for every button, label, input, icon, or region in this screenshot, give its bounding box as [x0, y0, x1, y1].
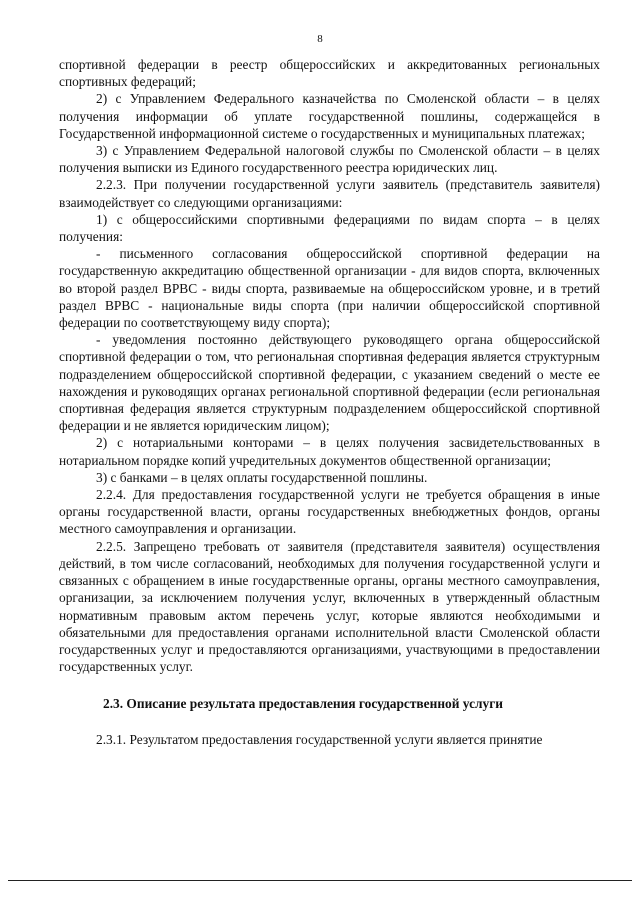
- paragraph: 1) с общероссийскими спортивными федерациями по видам спорта – в целях получения:: [59, 211, 600, 245]
- paragraph: - уведомления постоянно действующего руководящего органа общероссийской спортивной федерации о том, что региональная спортивная федерация является структурным подразделением общероссийской спортивной федерации, с указанием сведений о месте ее нахождения и руководящих органах региональной спортивной федерации (если региональная спортивная федерация является структурным подразделением общероссийской спортивной федерации и не является юридическим лицом);: [59, 332, 600, 434]
- bottom-rule: [8, 880, 632, 881]
- paragraph-continuation: спортивной федерации в реестр общероссийских и аккредитованных региональных спортивных федераций;: [59, 57, 600, 90]
- paragraph: 2.2.5. Запрещено требовать от заявителя (представителя заявителя) осуществления действий, в том числе согласований, необходимых для получения государственной услуги и связанных с обращением в иные государственные органы, органы местного самоуправления, организации, за исключением получения услуг, включенных в утвержденный областным нормативным правовым актом перечень услуг, которые являются необходимыми и обязательными для предоставления органами исполнительной власти Смоленской области государственных услуг и предоставляются организациями, участвующими в предоставлении государственных услуг.: [59, 538, 600, 675]
- section-heading: 2.3. Описание результата предоставления государственной услуги: [103, 696, 504, 712]
- page-number: 8: [317, 33, 323, 45]
- paragraph: - письменного согласования общероссийской спортивной федерации на государственную аккредитацию общественной организации - для видов спорта, включенных во второй раздел ВРВС - виды спорта, развиваемые на общероссийском уровне, и в третий раздел ВРВС - национальные виды спорта (при наличии общероссийской спортивной федерации по соответствующему виду спорта);: [59, 246, 600, 331]
- paragraph: 2) с нотариальными конторами – в целях получения засвидетельствованных в нотариальном порядке копий учредительных документов общественной организации;: [59, 435, 600, 468]
- paragraph: 2.3.1. Результатом предоставления государственной услуги является принятие: [96, 731, 543, 747]
- paragraph: 2.2.4. Для предоставления государственной услуги не требуется обращения в иные органы государственной власти, органы государственных внебюджетных фондов, органы местного самоуправления и организации.: [59, 487, 600, 537]
- paragraph: 3) с банками – в целях оплаты государственной пошлины.: [96, 469, 428, 485]
- paragraph: 2) с Управлением Федерального казначейства по Смоленской области – в целях получения информации об уплате государственной пошлины, содержащейся в Государственной информационной системе о государственных и муниципальных платежах;: [59, 91, 600, 141]
- paragraph: 2.2.3. При получении государственной услуги заявитель (представитель заявителя) взаимодействует со следующими организациями:: [59, 177, 600, 210]
- paragraph: 3) с Управлением Федеральной налоговой службы по Смоленской области – в целях получения выписки из Единого государственного реестра юридических лиц.: [59, 143, 600, 176]
- document-body: [59, 56, 600, 748]
